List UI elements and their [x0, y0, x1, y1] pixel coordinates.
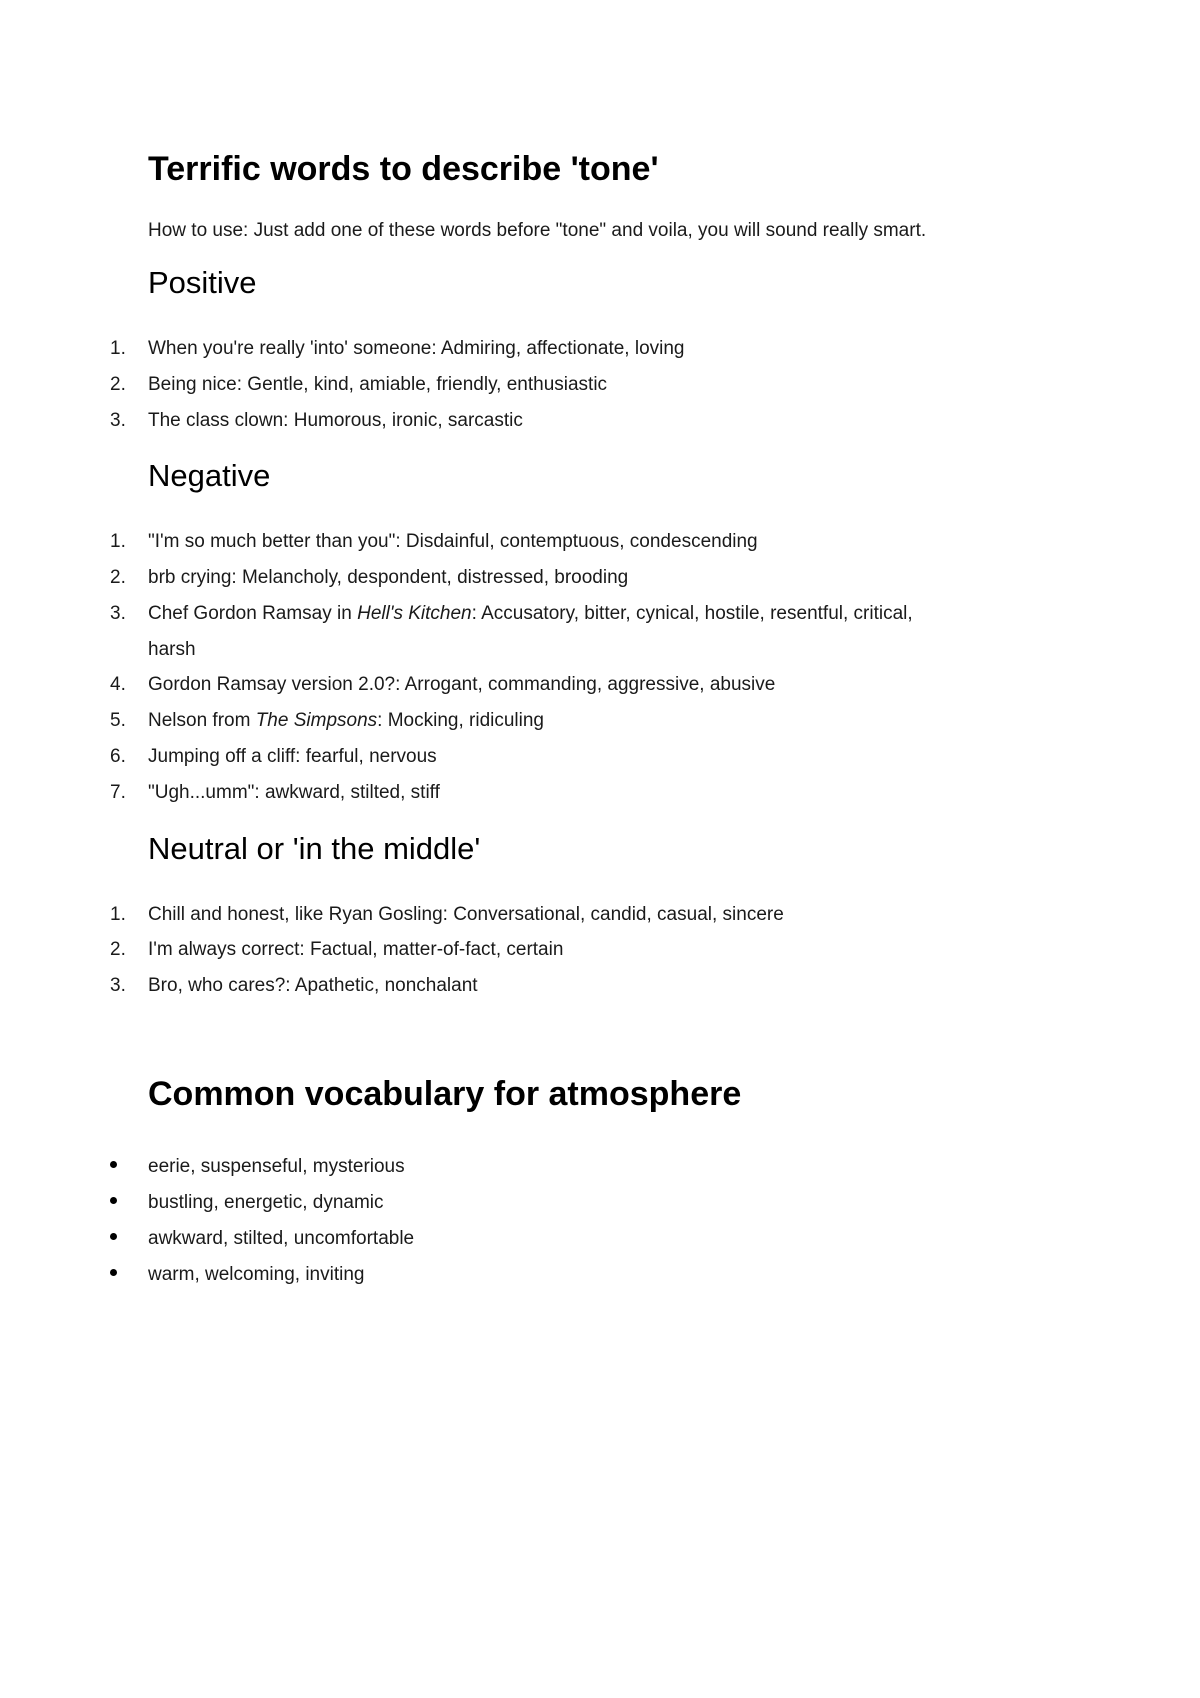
list-item-text: "I'm so much better than you": Disdainful, contemptuous, condescending [148, 531, 758, 552]
bullet-icon [110, 1161, 117, 1168]
list-item-text: bustling, energetic, dynamic [148, 1192, 384, 1213]
positive-heading: Positive [148, 265, 257, 300]
list-number: 2. [110, 374, 126, 395]
negative-item [110, 781, 440, 805]
neutral-heading: Neutral or 'in the middle' [148, 831, 481, 866]
list-item-text-pre: Nelson from [148, 710, 256, 731]
list-number: 3. [110, 975, 126, 996]
bullet-icon [110, 1269, 117, 1276]
list-item-text: When you're really 'into' someone: Admiring, affectionate, loving [148, 338, 685, 359]
list-item-continuation: harsh [148, 639, 196, 660]
negative-item [110, 530, 758, 554]
list-item-text: Being nice: Gentle, kind, amiable, friendly, enthusiastic [148, 374, 608, 395]
atmosphere-title: Common vocabulary for atmosphere [148, 1075, 742, 1113]
atmosphere-item [110, 1191, 384, 1215]
negative-item [110, 602, 913, 626]
list-item-text: "Ugh...umm": awkward, stilted, stiff [148, 782, 440, 803]
list-item-text: Bro, who cares?: Apathetic, nonchalant [148, 975, 478, 996]
list-item-text: awkward, stilted, uncomfortable [148, 1228, 415, 1249]
list-number: 6. [110, 746, 126, 767]
title-italic: The Simpsons [255, 710, 378, 731]
list-item-text: eerie, suspenseful, mysterious [148, 1156, 405, 1177]
positive-item [110, 373, 607, 397]
list-number: 3. [110, 410, 126, 431]
list-number: 3. [110, 603, 126, 624]
atmosphere-item [110, 1227, 414, 1251]
list-number: 4. [110, 674, 126, 695]
list-item-text: Jumping off a cliff: fearful, nervous [148, 746, 437, 767]
neutral-item [110, 938, 563, 962]
list-number: 1. [110, 338, 126, 359]
negative-item [110, 566, 628, 590]
list-item-text: warm, welcoming, inviting [148, 1264, 365, 1285]
list-item-text: Gordon Ramsay version 2.0?: Arrogant, commanding, aggressive, abusive [148, 674, 776, 695]
positive-item [110, 409, 523, 433]
list-item-text-post: : Mocking, ridiculing [377, 710, 544, 731]
list-item-text [148, 710, 544, 731]
tone-title: Terrific words to describe 'tone' [148, 150, 659, 188]
neutral-item [110, 974, 478, 998]
negative-item [110, 709, 544, 733]
list-item-text [148, 603, 913, 624]
list-number: 2. [110, 567, 126, 588]
list-item-text: Chill and honest, like Ryan Gosling: Conversational, candid, casual, sincere [148, 904, 784, 925]
list-item-text: The class clown: Humorous, ironic, sarcastic [148, 410, 523, 431]
list-number: 2. [110, 939, 126, 960]
atmosphere-item [110, 1263, 364, 1287]
list-item-text-pre: Chef Gordon Ramsay in [148, 603, 358, 624]
negative-item [110, 745, 437, 769]
positive-item [110, 337, 685, 361]
atmosphere-item [110, 1155, 405, 1179]
list-item-text: I'm always correct: Factual, matter-of-fact, certain [148, 939, 564, 960]
list-number: 1. [110, 904, 126, 925]
list-number: 1. [110, 531, 126, 552]
list-item-text: brb crying: Melancholy, despondent, distressed, brooding [148, 567, 629, 588]
list-number: 5. [110, 710, 126, 731]
list-number: 7. [110, 782, 126, 803]
bullet-icon [110, 1197, 117, 1204]
neutral-item [110, 903, 784, 927]
bullet-icon [110, 1233, 117, 1240]
negative-heading: Negative [148, 458, 271, 493]
tone-intro: How to use: Just add one of these words before "tone" and voila, you will sound really smart. [148, 220, 927, 241]
negative-item [110, 673, 775, 697]
title-italic: Hell's Kitchen [357, 603, 472, 624]
list-item-text-post: : Accusatory, bitter, cynical, hostile, resentful, critical, [471, 603, 913, 624]
